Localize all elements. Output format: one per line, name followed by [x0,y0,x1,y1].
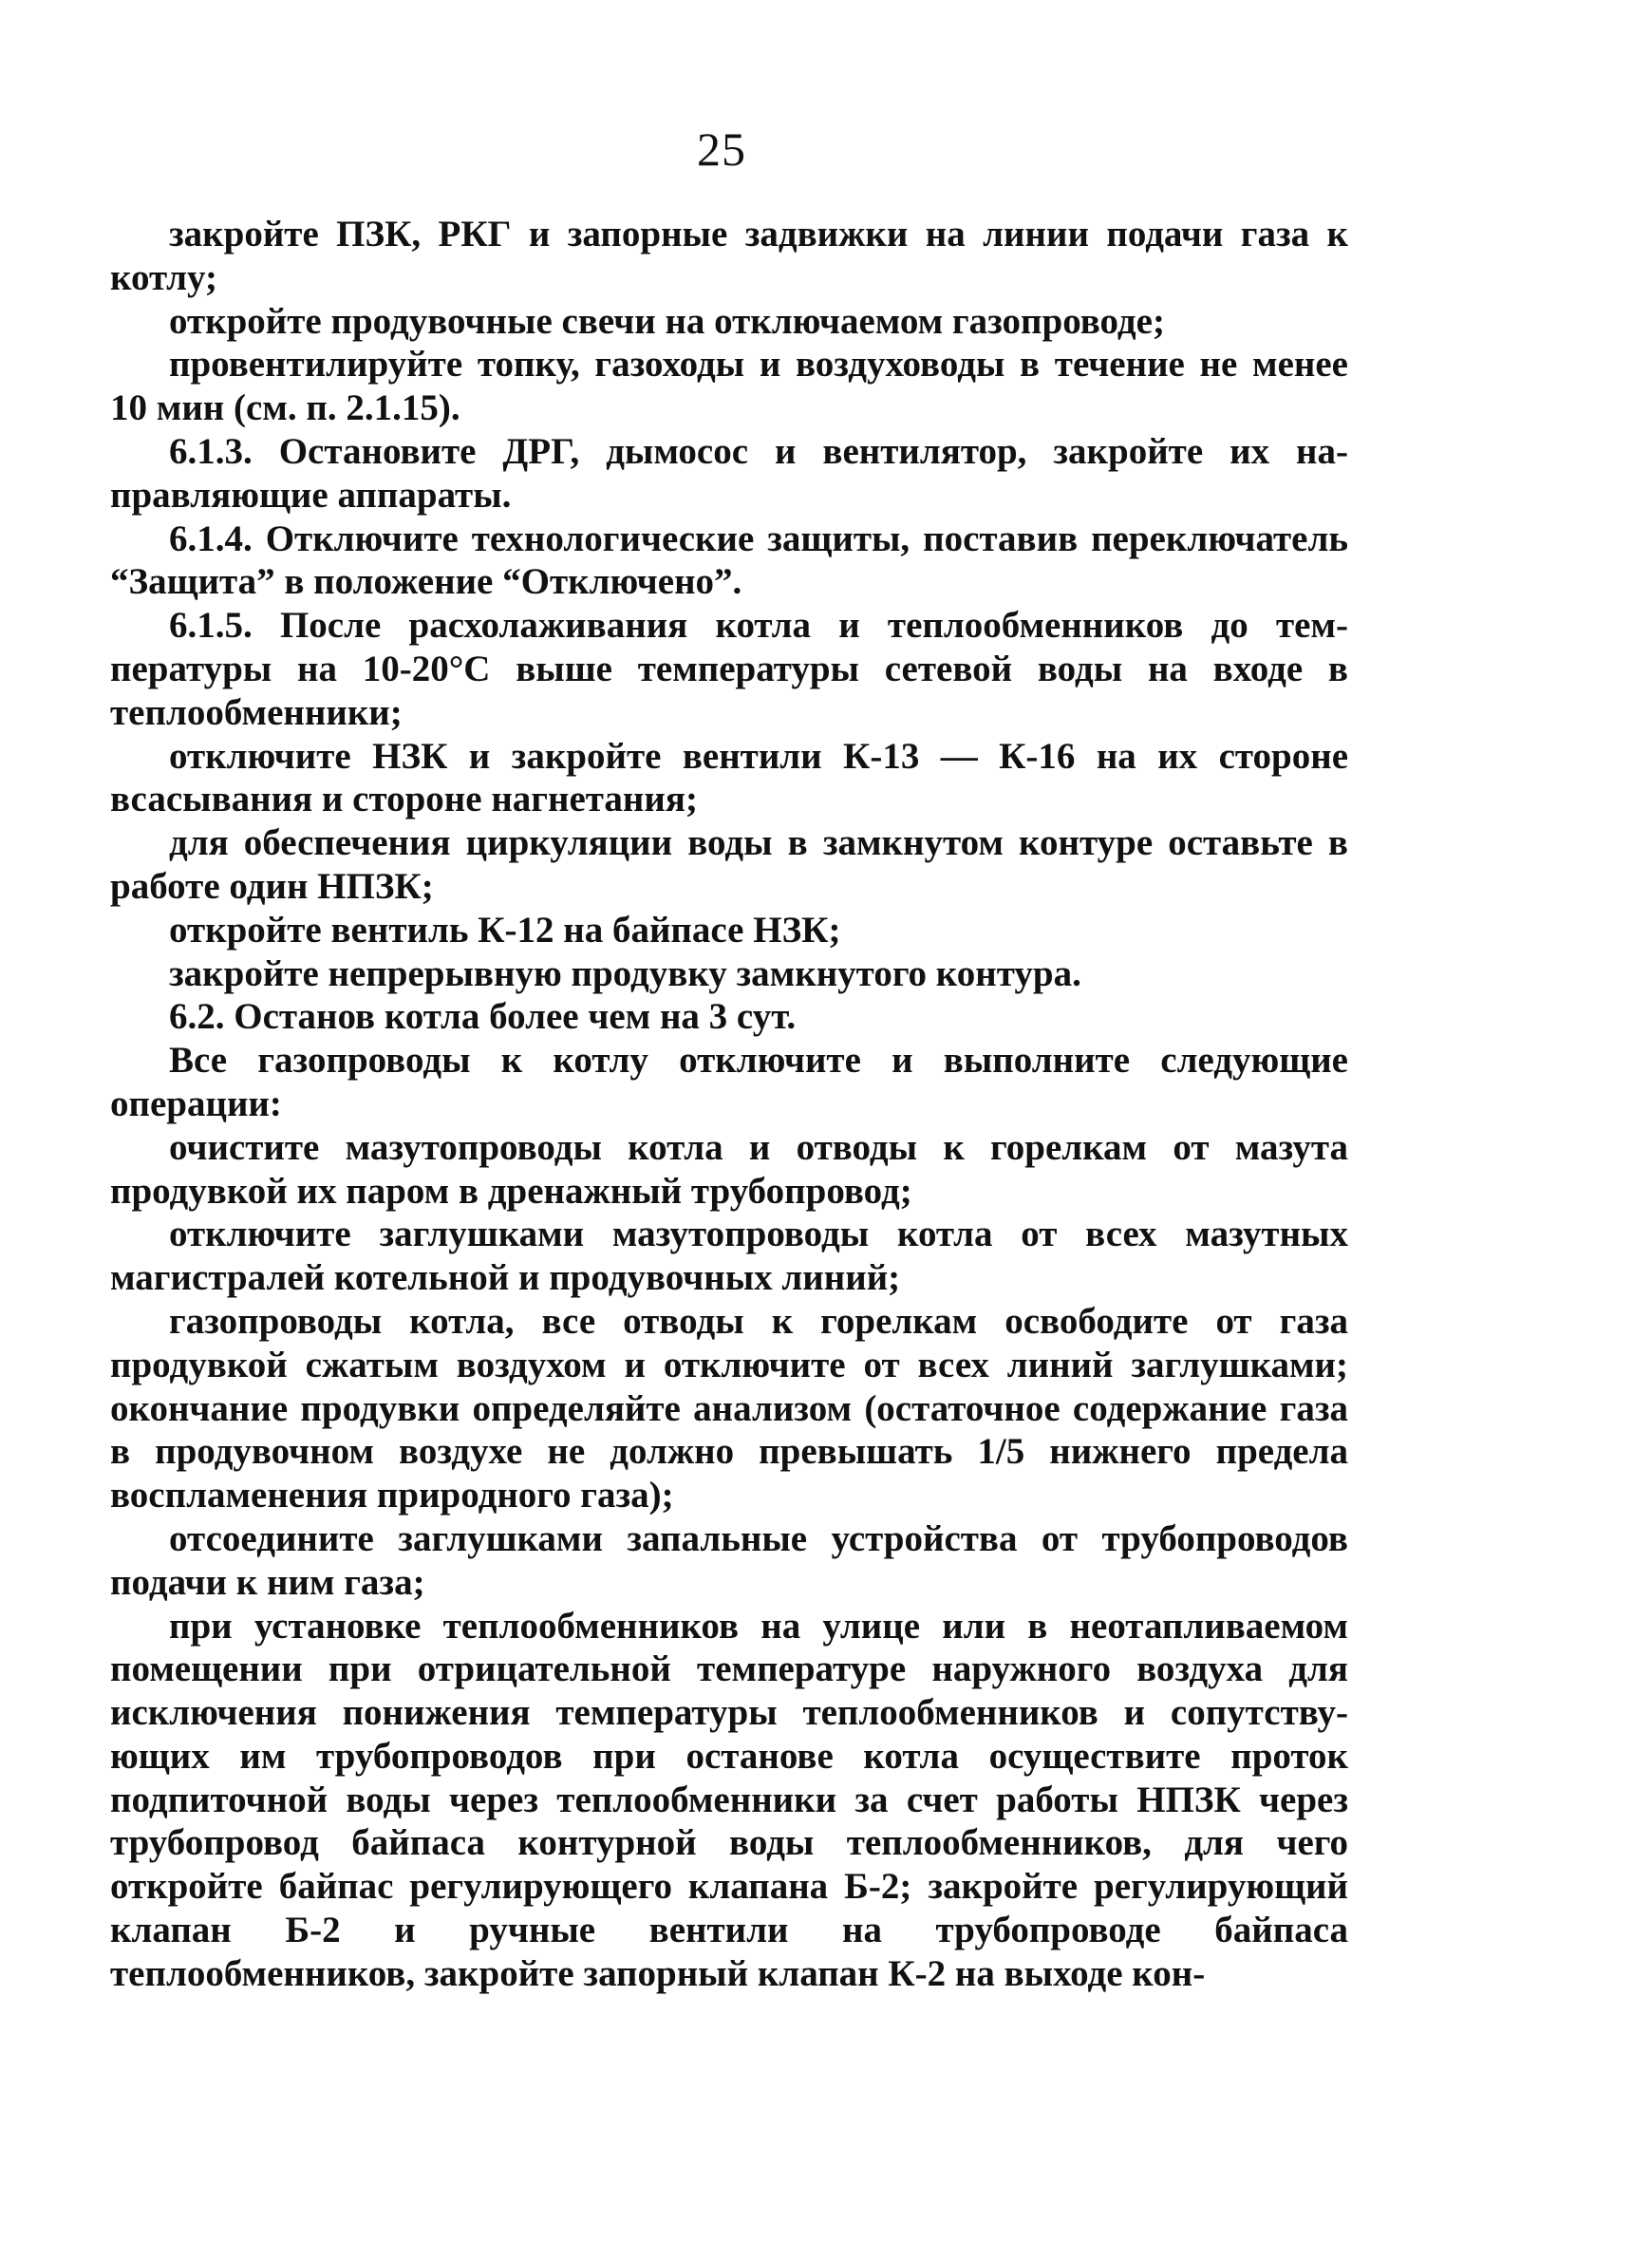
paragraph: для обеспечения циркуляции воды в замкнутом контуре оставьте в работе один НПЗК; [110,822,1348,907]
paragraph: Все газопроводы к котлу отключите и выполните следующие операции: [110,1040,1348,1124]
document-body [110,213,1348,1996]
paragraph: закройте непрерывную продувку замкнутого контура. [169,952,1081,994]
section-heading: 6.2. Останов котла более чем на 3 сут. [169,996,797,1038]
paragraph: откройте вентиль К-12 на байпасе НЗК; [169,909,841,951]
section-paragraph: 6.1.5. После расхолаживания котла и теплообменников до температуры на 10-20°С выше температуры сетевой воды на входе в теплообменники; [110,605,1348,733]
section-paragraph: 6.1.3. Остановите ДРГ, дымосос и вентилятор, закройте их направляющие аппараты. [110,430,1348,516]
page-number: 25 [697,122,746,176]
section-paragraph: 6.1.4. Отключите технологические защиты, поставив переключатель “Защита” в положение “Отключено”. [110,518,1348,603]
paragraph: очистите мазутопроводы котла и отводы к горелкам от мазута продувкой их паром в дренажный трубопровод; [110,1126,1348,1212]
paragraph: отключите заглушками мазутопроводы котла от всех мазутных магистралей котельной и продувочных линий; [110,1214,1348,1299]
paragraph: отсоедините заглушками запальные устройства от трубопроводов подачи к ним газа; [110,1517,1348,1603]
paragraph: отключите НЗК и закройте вентили К-13 — К-16 на их стороне всасывания и стороне нагнетания; [110,735,1348,820]
paragraph: закройте ПЗК, РКГ и запорные задвижки на линии подачи газа к котлу; [110,214,1348,298]
paragraph: газопроводы котла, все отводы к горелкам освободите от газа продувкой сжатым воздухом и отключите от всех линий заглушками; окончание продувки определяйте анализом (остаточное содержание газа в продувочном воздухе не должно превышать 1/5 нижнего предела воспламенения природного газа); [110,1300,1348,1516]
paragraph: при установке теплообменников на улице или в неотапливаемом помещении при отрицательной температуре наружного воздуха для исключения понижения температуры теплообменников и сопутствующих им трубопроводов при останове котла осуществите проток подпиточной воды через теплообменники за счет работы НПЗК через трубопровод байпаса контурной воды теплообменников, для чего откройте байпас регулирующего клапана Б-2; закройте регулирующий клапан Б-2 и ручные вентили на трубопроводе байпаса теплообменников, закройте запорный клапан К-2 на выходе кон- [110,1605,1348,1994]
paragraph: откройте продувочные свечи на отключаемом газопроводе; [169,300,1165,342]
paragraph: провентилируйте топку, газоходы и воздуховоды в течение не менее 10 мин (см. п. 2.1.15). [110,344,1348,429]
